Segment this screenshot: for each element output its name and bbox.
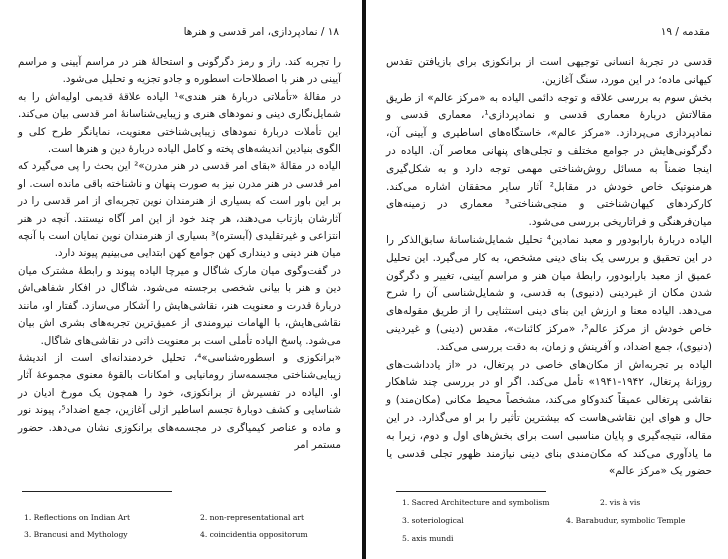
left-paragraph-4: در گفت‌وگوی میان مارک شاگال و میرچا الیاده پیوند و رابطهٔ مشترک میان دین و هنر با بیانی شخصی برجسته می‌شود. شاگال در افکار شفاهی‌اش دربارهٔ قدرت و معنویت هنر، نقاشی‌هایش را آشکار می‌سازد. گفتار او، مانند نقاشی‌هایش، با الهامات نیرومندی از عمیق‌ترین تجربه‌های بشری اش بیان می‌شود. پاسخ الیاده تأملی است بر معنویت ذاتی در نقاشی‌های شاگال. [18,264,341,347]
left-paragraph-5: «برانکوزی و اسطوره‌شناسی»⁴، تحلیل خردمندانه‌ای است از اندیشهٔ زیبایی‌شناختی مجسمه‌ساز رومانیایی و امکانات بالقوهٔ معنوی مجموعهٔ آثار او. الیاده در تفسیرش از برانکوزی، خود را همچون یک مورخ ادیان در شناسایی و کشف دوبارهٔ تجسم اساطیر ازلی آغازین، جمع اضداد⁵، پیوند نور و ماده و عناصر کیمیاگری در مجسمه‌های برانکوزی نشان می‌دهد. حضور مستمر امر [18,351,341,451]
right-page-body [386,54,712,481]
footnote-left-3: 3. Brancusi and Mythology [24,530,128,539]
footnote-right-3: 3. soteriological [402,516,464,525]
footnote-right-5: 5. axis mundi [402,534,454,543]
left-paragraph-2: در مقالهٔ «تأملاتی دربارهٔ هنر هندی»¹ الیاده علاقهٔ قدیمی اولیه‌اش را به شمایل‌نگاری دینی و نمودهای هنری و زیبایی‌شناسانهٔ امر قدسی بیان می‌کند. این تأملات دربارهٔ نمودهای زیبایی‌شناختی معنویت، نمایانگر طرح کلی و الگوی بنیادین اندیشه‌های پخته و کامل الیاده دربارهٔ دین و هنرها است. [18,90,341,156]
footnote-left-2: 2. non-representational art [200,513,305,522]
footnote-right-4: 4. Barabudur, symbolic Temple [566,516,686,525]
left-paragraph-1: را تجربه کند. راز و رمز دگرگونی و استحالهٔ هنر در مراسم آیینی و مراسم آیینی در هنر با اصطلاحات اسطوره و جادو تجزیه و تحلیل می‌شود. [18,56,341,86]
right-paragraph-3: الیاده دربارهٔ بارابودور و معبد نمادین⁴ تحلیل شمایل‌شناسانهٔ سابق‌الذکر را در این تحقیق و بررسی یک بنای دینی مشخص، به کار می‌گیرد. این تحلیل عمیق از معبد بارابودور، رابطهٔ میان هنر و مراسم آیینی، تغییر و دگرگون شدن مکان از غیردینی (دنیوی) به قدسی، و شمایل‌شناسی آن را شرح می‌دهد. الیاده معنا و ارزش این بنای دینی استثنایی را از طریق مقوله‌های خاص خودش از مرکز عالم⁵، «مرکز کائنات»، مقدس (دینی) و غیردینی (دنیوی)، جمع اضداد، و آفرینش و زمان، به دقت بررسی می‌کند. [386,233,712,353]
footnote-left-1: 1. Reflections on Indian Art [24,513,130,522]
left-page [0,0,363,559]
footnote-right-2: 2. vis à vis [600,498,641,507]
page-header-left: ۱۸ / نمادپردازی، امر قدسی و هنرها [183,26,339,38]
footnote-rule-left [22,491,172,492]
page-header-right: مقدمه / ۱۹ [660,26,710,38]
left-page-body [18,54,341,454]
footnote-rule-right [396,491,546,492]
right-paragraph-4: الیاده بر تجربه‌اش از مکان‌های خاصی در پرتغال، در «از یادداشت‌های روزانهٔ پرتغال، ۱۹۴۲-۱۹۴۱» تأمل می‌کند. اگر او در بررسی چند شاهکار نقاشی پرتغالی عمیقاً کندوکاو می‌کند، مشخصاً محیط مکانی (مکان‌مند) و حال و هوای این نقاشی‌هاست که بیشترین تأثیر را بر او می‌گذارد. در این مقاله، نتیجه‌گیری و پایان مناسبی است برای بخش‌های اول و دوم، زیرا به ما یادآوری می‌کند که مکان‌مندی بنای دینی نیازمند ظهور تجلی قدسی یا حضور یک «مرکز عالم» [386,358,712,478]
left-paragraph-3: الیاده در مقالهٔ «بقای امر قدسی در هنر مدرن»² این بحث را پی می‌گیرد که امر قدسی در هنر مدرن نیز به صورت پنهان و ناشناخته باقی مانده است. او بر این باور است که بسیاری از هنرمندان نوین تجربه‌ای از امر قدسی را در آثارشان بازتاب می‌دهند، هر چند خود از این امر آگاه نیستند. آنچه در هنر انتزاعی و غیرتقلیدی (آبستره)³ بسیاری از هنرمندان نوین نمایان است با آنچه میان هنر دینی و دینداری کهن جوامع کهن ابتدایی می‌بینیم پیوند دارد. [18,160,341,260]
right-page [366,0,728,559]
right-paragraph-1: قدسی در تجربهٔ انسانی توجیهی است از برانکوزی برای بازیافتن تقدس کیهانی ماده؛ در این مورد، سنگ آغازین. [386,56,712,86]
right-paragraph-2: بخش سوم به بررسی علاقه و توجه دائمی الیاده به «مرکز عالم» از طریق مقالاتش دربارهٔ معماری قدسی و نمادپردازی¹، معماری قدسی و نمادپردازی می‌پردازد. «مرکز عالم»، خاستگاه‌های اساطیری و آیینی آن، دگرگونی‌هایش در جوامع مختلف و تجلی‌های پنهانی معاصر آن. الیاده در اینجا ضمناً به مسائل روش‌شناختی مهمی توجه دارد و به شکل‌گیری هرمنوتیک خاص خودش در مقابل² آثار سایر محققان اشاره می‌کند. کارکردهای کیهان‌شناختی و منجی‌شناختی³ معماری در زمینه‌های میان‌فرهنگی و فراتاریخی بررسی می‌شود. [386,91,713,229]
footnote-left-4: 4. coincidentia oppositorum [200,530,308,539]
footnote-right-1: 1. Sacred Architecture and symbolism [402,498,550,507]
